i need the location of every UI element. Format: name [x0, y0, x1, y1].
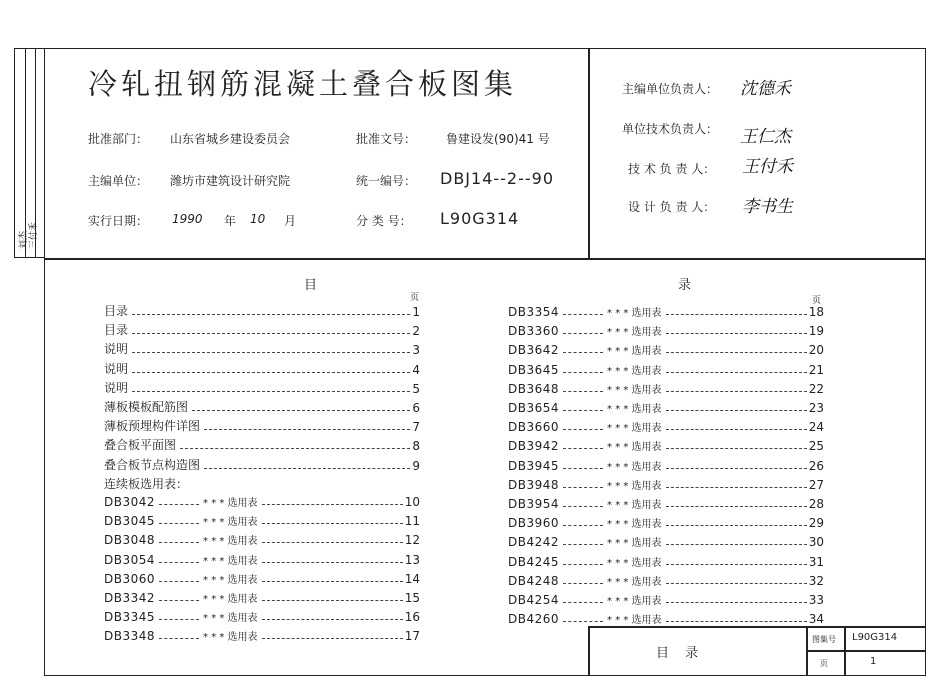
leader-line: [563, 602, 603, 603]
leader-line: [132, 352, 410, 353]
toc-entry: [104, 494, 420, 509]
toc-entry: [104, 321, 420, 338]
toc-entry-type: * * * 选用表: [203, 594, 258, 605]
leader-line: [666, 544, 807, 545]
toc-entry: [508, 592, 824, 607]
header-divider: [44, 258, 926, 260]
responsible-label: 单位技术负责人：: [622, 122, 719, 136]
title-block-left: [588, 626, 590, 676]
leader-line: [666, 468, 807, 469]
toc-entry-page: 19: [808, 324, 824, 339]
toc-entry: [104, 302, 420, 319]
toc-entry-label: DB4248: [508, 573, 560, 588]
toc-entry-page: 6: [412, 401, 420, 415]
toc-entry-type: * * * 选用表: [607, 327, 662, 339]
toc-entry: [508, 419, 824, 434]
leader-line: [563, 448, 603, 449]
toc-entry-page: 31: [808, 554, 824, 569]
toc-entry: [508, 438, 824, 453]
toc-entry-label: DB3054: [104, 552, 156, 567]
toc-entry-label: DB3348: [104, 629, 156, 644]
toc-entry-page: 33: [808, 593, 824, 607]
toc-entry-type: * * * 选用表: [607, 423, 662, 435]
title-block-mid: [806, 650, 926, 652]
leader-line: [666, 564, 807, 565]
page-no: 1: [870, 656, 877, 667]
toc-entry-page: 7: [412, 420, 420, 435]
toc-entry-type: * * * 选用表: [203, 555, 258, 567]
toc-entry: [508, 554, 824, 569]
toc-entry-type: * * * 选用表: [607, 500, 662, 511]
leader-line: [159, 638, 199, 639]
toc-entry-type: * * * 选用表: [607, 365, 662, 377]
toc-entry-label: DB3345: [104, 610, 156, 625]
responsible-signature: 沈德禾: [740, 79, 791, 99]
leader-line: [666, 621, 807, 622]
leader-line: [666, 448, 807, 449]
toc-entry-page: 34: [808, 612, 824, 627]
toc-entry: [104, 398, 420, 415]
leader-line: [204, 468, 410, 469]
toc-entry-page: 12: [404, 533, 420, 548]
atlas-no-label: 图集号: [812, 635, 836, 644]
toc-entry-type: * * * 选用表: [607, 596, 662, 607]
toc-entry-label: 连续板选用表：: [104, 476, 189, 491]
header-vertical-divider: [588, 48, 590, 259]
toc-entry-page: 26: [808, 458, 824, 473]
toc-entry-page: 23: [808, 401, 824, 415]
leader-line: [159, 523, 199, 524]
toc-entry-type: * * * 选用表: [607, 442, 662, 454]
toc-entry-label: DB3342: [104, 591, 156, 605]
toc-entry-type: * * * 选用表: [607, 384, 662, 396]
leader-line: [262, 638, 403, 639]
toc-entry-type: * * * 选用表: [203, 498, 258, 509]
strip-signature: 刘杰: [19, 230, 29, 249]
responsible-label: 设 计 负 责 人：: [628, 200, 716, 214]
toc-entry-label: DB3045: [104, 514, 156, 529]
toc-entry-label: DB3360: [508, 324, 560, 339]
toc-entry-type: * * * 选用表: [203, 613, 258, 625]
toc-entry: [508, 534, 824, 549]
leader-line: [563, 391, 603, 392]
toc-entry-label: 目录: [104, 323, 129, 338]
approval-doc: 鲁建设发(90)41 号: [446, 132, 550, 146]
toc-entry: [508, 381, 824, 396]
toc-entry-label: DB3654: [508, 401, 560, 415]
toc-entry: [508, 362, 824, 377]
toc-entry-type: * * * 选用表: [607, 557, 662, 569]
toc-entry-label: DB3642: [508, 343, 560, 358]
toc-entry-label: DB3060: [104, 571, 156, 586]
toc-entry: [508, 323, 824, 338]
leader-line: [159, 619, 199, 620]
toc-entry-page: 29: [808, 516, 824, 531]
leader-line: [563, 583, 603, 584]
approval-dept: 山东省城乡建设委员会: [170, 132, 291, 146]
toc-entry-type: * * * 选用表: [607, 404, 662, 415]
editor-unit-label: 主编单位：: [88, 174, 149, 188]
toc-entry: [104, 475, 420, 492]
approval-dept-label: 批准部门：: [88, 132, 149, 146]
leader-line: [563, 352, 603, 353]
leader-line: [262, 600, 403, 601]
leader-line: [563, 544, 603, 545]
toc-entry-type: * * * 选用表: [607, 519, 662, 531]
toc-entry-page: 3: [412, 343, 420, 358]
toc-entry-type: * * * 选用表: [607, 461, 662, 473]
leader-line: [563, 429, 603, 430]
toc-entry-type: * * * 选用表: [607, 480, 662, 492]
toc-entry-label: DB4254: [508, 593, 560, 607]
leader-line: [262, 619, 403, 620]
toc-entry-label: DB3354: [508, 305, 560, 319]
year-label: 年: [224, 214, 237, 228]
responsible-signature: 李书生: [742, 197, 793, 217]
toc-entry-page: 11: [404, 514, 420, 529]
leader-line: [262, 562, 403, 563]
toc-entry-label: DB4260: [508, 612, 560, 627]
leader-line: [262, 504, 403, 505]
toc-entry-type: * * * 选用表: [607, 538, 662, 550]
responsible-label: 技 术 负 责 人：: [628, 162, 716, 176]
toc-entry: [104, 379, 420, 396]
leader-line: [132, 391, 410, 392]
responsible-signature: 王仁杰: [740, 127, 791, 147]
leader-line: [159, 542, 199, 543]
toc-entry-label: DB3648: [508, 381, 560, 396]
leader-line: [132, 314, 410, 315]
leader-line: [666, 487, 807, 488]
leader-line: [204, 429, 410, 430]
leader-line: [666, 506, 807, 507]
leader-line: [132, 333, 410, 334]
toc-entry-label: DB4242: [508, 535, 560, 550]
toc-entry: [104, 360, 420, 377]
toc-entry-label: 叠合板节点构造图: [104, 457, 201, 472]
leader-line: [666, 352, 807, 353]
title-block-top: [588, 626, 926, 628]
toc-entry-page: 15: [404, 591, 420, 605]
toc-entry-page: 22: [808, 381, 824, 396]
toc-entry-label: DB3048: [104, 533, 156, 548]
category-no: L90G314: [440, 209, 520, 228]
toc-entry-page: 1: [412, 305, 420, 319]
toc-entry-label: 薄板预埋构件详图: [104, 419, 201, 434]
toc-entry-page: 25: [808, 439, 824, 454]
leader-line: [563, 564, 603, 565]
toc-entry-type: * * * 选用表: [203, 536, 258, 548]
toc-entry: [104, 436, 420, 453]
toc-entry: [508, 477, 824, 492]
leader-line: [192, 410, 410, 411]
toc-entry-page: 24: [808, 420, 824, 435]
toc-entry-label: DB3945: [508, 458, 560, 473]
toc-entry-page: 4: [412, 362, 420, 377]
toc-entry-label: 目录: [104, 304, 129, 318]
toc-entry: [104, 571, 420, 586]
toc-entry: [508, 611, 824, 626]
approval-doc-label: 批准文号：: [356, 132, 417, 146]
unified-no: DBJ14--2--90: [440, 169, 555, 188]
toc-entry-page: 9: [412, 458, 420, 473]
toc-entry: [508, 400, 824, 415]
title-block-name: 目 录: [656, 646, 705, 661]
toc-entry-page: 18: [808, 305, 824, 319]
toc-entry: [508, 515, 824, 530]
toc-entry-page: 21: [808, 362, 824, 377]
toc-entry: [508, 458, 824, 473]
toc-entry: [508, 496, 824, 511]
toc-entry: [104, 340, 420, 357]
page-column-header: 页: [410, 293, 420, 303]
toc-entry: [104, 513, 420, 528]
atlas-no: L90G314: [852, 632, 898, 643]
leader-line: [563, 372, 603, 373]
toc-entry-page: 32: [808, 573, 824, 588]
unified-no-label: 统一编号：: [356, 174, 417, 188]
leader-line: [159, 600, 199, 601]
leader-line: [563, 314, 603, 315]
leader-line: [666, 525, 807, 526]
toc-entry-type: * * * 选用表: [203, 574, 258, 586]
leader-line: [159, 581, 199, 582]
toc-entry: [104, 552, 420, 567]
responsible-label: 主编单位负责人：: [622, 82, 719, 96]
toc-entry: [104, 456, 420, 473]
toc-entry: [508, 304, 824, 319]
leader-line: [132, 372, 410, 373]
toc-entry-label: 说明: [104, 380, 129, 395]
leader-line: [666, 429, 807, 430]
leader-line: [666, 602, 807, 603]
toc-entry-type: * * * 选用表: [607, 308, 662, 319]
toc-entry: [104, 532, 420, 547]
toc-entry-page: 10: [404, 495, 420, 509]
toc-entry: [104, 590, 420, 605]
toc-entry-page: 30: [808, 535, 824, 550]
toc-entry-label: DB3942: [508, 439, 560, 454]
page-title: 冷轧扭钢筋混凝土叠合板图集: [88, 67, 518, 101]
toc-entry-label: DB3645: [508, 362, 560, 377]
category-label: 分 类 号：: [356, 214, 412, 228]
toc-entry-page: 16: [404, 610, 420, 625]
leader-line: [262, 523, 403, 524]
page-label: 页: [820, 659, 828, 668]
toc-entry: [104, 417, 420, 434]
page-column-header: 页: [812, 296, 822, 306]
leader-line: [563, 410, 603, 411]
toc-entry-label: DB3042: [104, 495, 156, 509]
toc-entry-page: 17: [404, 629, 420, 644]
toc-entry-page: 28: [808, 497, 824, 511]
toc-entry-label: 说明: [104, 361, 129, 376]
toc-entry-label: DB3948: [508, 477, 560, 492]
toc-entry-type: * * * 选用表: [607, 346, 662, 358]
leader-line: [262, 581, 403, 582]
leader-line: [563, 333, 603, 334]
strip-signature: 三付禾: [29, 221, 39, 249]
toc-heading-right: 录: [678, 278, 692, 293]
toc-entry-label: DB3660: [508, 420, 560, 435]
toc-entry-page: 13: [404, 552, 420, 567]
toc-entry-label: 说明: [104, 342, 129, 357]
toc-entry-page: 2: [412, 324, 420, 339]
leader-line: [666, 314, 807, 315]
editor-unit: 潍坊市建筑设计研究院: [170, 174, 291, 188]
toc-entry-label: 薄板模板配筋图: [104, 400, 189, 414]
leader-line: [666, 583, 807, 584]
toc-entry-type: * * * 选用表: [203, 632, 258, 644]
leader-line: [159, 504, 199, 505]
toc-entry-label: 叠合板平面图: [104, 438, 177, 453]
leader-line: [563, 525, 603, 526]
toc-entry-page: 8: [412, 439, 420, 454]
toc-entry-label: DB4245: [508, 554, 560, 569]
month-label: 月: [284, 214, 297, 228]
leader-line: [666, 410, 807, 411]
leader-line: [563, 468, 603, 469]
effective-date-label: 实行日期：: [88, 214, 149, 228]
toc-entry-label: DB3960: [508, 516, 560, 531]
leader-line: [180, 448, 410, 449]
toc-entry-label: DB3954: [508, 497, 560, 511]
toc-entry-page: 5: [412, 381, 420, 396]
toc-entry: [508, 573, 824, 588]
toc-entry-type: * * * 选用表: [203, 517, 258, 529]
leader-line: [563, 506, 603, 507]
toc-entry: [104, 628, 420, 643]
toc-entry-type: * * * 选用表: [607, 576, 662, 588]
effective-year: 1990: [172, 212, 203, 226]
toc-entry-page: 27: [808, 477, 824, 492]
leader-line: [666, 372, 807, 373]
leader-line: [666, 333, 807, 334]
leader-line: [563, 621, 603, 622]
toc-entry-page: 14: [404, 571, 420, 586]
leader-line: [159, 562, 199, 563]
toc-heading-left: 目: [304, 278, 318, 293]
toc-entry-type: * * * 选用表: [607, 615, 662, 627]
responsible-signature: 王付禾: [742, 157, 793, 177]
leader-line: [563, 487, 603, 488]
toc-entry: [508, 342, 824, 357]
leader-line: [666, 391, 807, 392]
left-signature-strip: [14, 48, 45, 258]
toc-entry-page: 20: [808, 343, 824, 358]
effective-month: 10: [250, 212, 266, 226]
leader-line: [262, 542, 403, 543]
toc-entry: [104, 609, 420, 624]
